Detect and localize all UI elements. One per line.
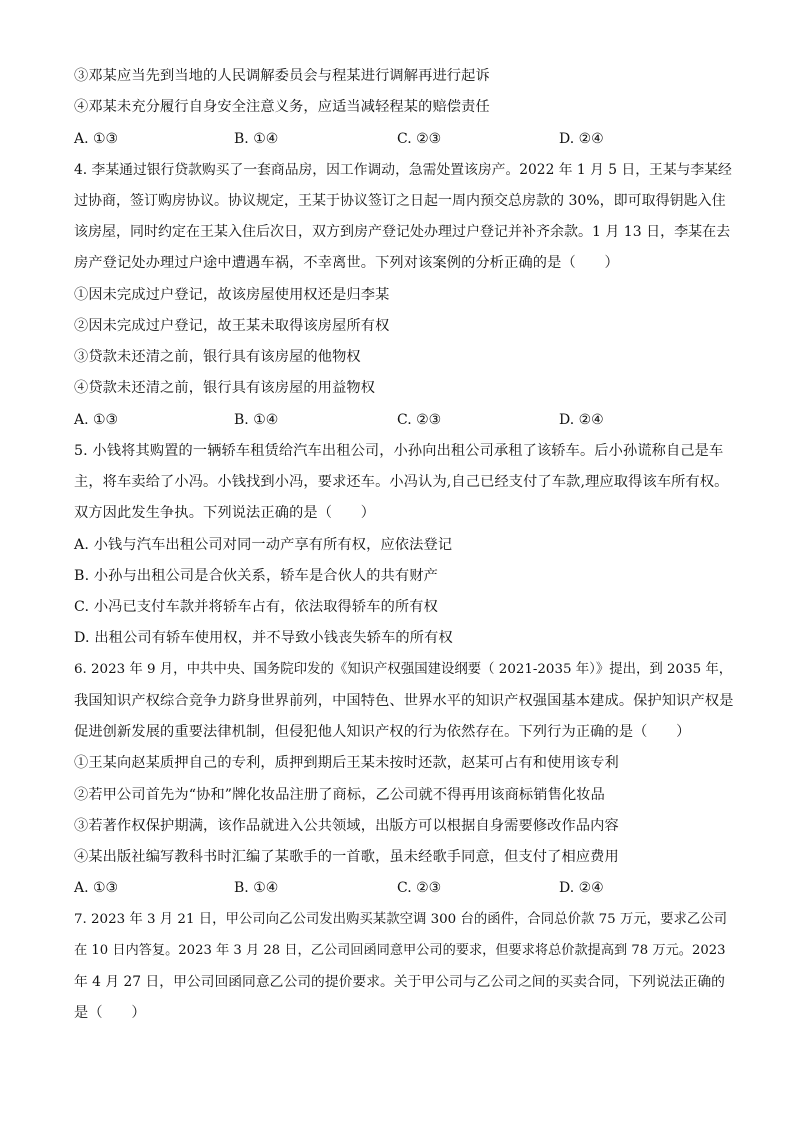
q6-item-1: ①王某向赵某质押自己的专利，质押到期后王某未按时还款，赵某可占有和使用该专利	[74, 755, 619, 771]
q6-stem-line-1: 6. 2023 年 9 月，中共中央、国务院印发的《知识产权强国建设纲要（ 2021-2035 年）》提出，到 2035 年，	[74, 662, 733, 677]
q6-item-3: ③若著作权保护期满，该作品就进入公共领域，出版方可以根据自身需要修改作品内容	[74, 818, 619, 834]
q6-option-d: D. ②④	[559, 880, 604, 896]
q6-option-b: B. ①④	[234, 880, 279, 896]
q5-stem-line-2: 主，将车卖给了小冯。小钱找到小冯，要求还车。小冯认为,自己已经支付了车款,理应取得该车所有权。	[74, 474, 729, 490]
q4-stem-line-4: 房产登记处办理过户途中遭遇车祸，不幸离世。下列对该案例的分析正确的是（ ）	[74, 255, 619, 271]
q3-option-b: B. ①④	[234, 131, 279, 147]
q4-item-4: ④贷款未还清之前，银行具有该房屋的用益物权	[74, 380, 376, 396]
q5-stem-line-1: 5. 小钱将其购置的一辆轿车租赁给汽车出租公司，小孙向出租公司承租了该轿车。后小孙谎称自己是车	[74, 443, 724, 459]
q6-stem-line-2: 我国知识产权综合竞争力跻身世界前列，中国特色、世界水平的知识产权强国基本建成。保护知识产权是	[74, 693, 734, 709]
q7-stem-line-2: 在 10 日内答复。2023 年 3 月 28 日，乙公司回函同意甲公司的要求，但要求将总价款提高到 78 万元。2023	[74, 943, 726, 958]
q4-item-1: ①因未完成过户登记，故该房屋使用权还是归李某	[74, 287, 390, 303]
q4-stem-line-1: 4. 李某通过银行贷款购买了一套商品房，因工作调动，急需处置该房产。2022 年 1 月 5 日，王某与李某经	[74, 162, 732, 178]
q6-option-c: C. ②③	[397, 880, 442, 896]
q4-option-b: B. ①④	[234, 412, 279, 428]
q5-choice-d: D. 出租公司有轿车使用权，并不导致小钱丧失轿车的所有权	[74, 630, 453, 646]
q4-item-2: ②因未完成过户登记，故王某未取得该房屋所有权	[74, 318, 390, 334]
q4-option-d: D. ②④	[559, 412, 604, 428]
q6-stem-line-3: 促进创新发展的重要法律机制，但侵犯他人知识产权的行为依然存在。下列行为正确的是（ ）	[74, 724, 691, 740]
q3-item-4: ④邓某未充分履行自身安全注意义务，应适当减轻程某的赔偿责任	[74, 99, 490, 115]
q4-option-c: C. ②③	[397, 412, 442, 428]
q7-stem-line-3: 年 4 月 27 日，甲公司回函同意乙公司的提价要求。关于甲公司与乙公司之间的买卖合同，下列说法正确的	[74, 974, 725, 990]
q6-option-a: A. ①③	[74, 880, 119, 896]
q7-stem-line-1: 7. 2023 年 3 月 21 日，甲公司向乙公司发出购买某款空调 300 台的函件，合同总价款 75 万元，要求乙公司	[74, 912, 728, 927]
q3-options	[74, 129, 734, 149]
q6-options	[74, 878, 734, 898]
q5-stem-line-3: 双方因此发生争执。下列说法正确的是（ ）	[74, 505, 376, 521]
q7-stem-line-4: 是（ ）	[74, 1005, 146, 1021]
q4-option-a: A. ①③	[74, 412, 119, 428]
q6-item-4: ④某出版社编写教科书时汇编了某歌手的一首歌，虽未经歌手同意，但支付了相应费用	[74, 849, 619, 865]
q3-option-a: A. ①③	[74, 131, 119, 147]
q4-options	[74, 410, 734, 430]
q4-item-3: ③贷款未还清之前，银行具有该房屋的他物权	[74, 349, 361, 365]
q5-choice-c: C. 小冯已支付车款并将轿车占有，依法取得轿车的所有权	[74, 599, 438, 615]
q4-stem-line-3: 该房屋，同时约定在王某入住后次日，双方到房产登记处办理过户登记并补齐余款。1 月 13 日，李某在去	[74, 224, 731, 240]
q3-option-d: D. ②④	[559, 131, 604, 147]
q3-item-3: ③邓某应当先到当地的人民调解委员会与程某进行调解再进行起诉	[74, 68, 490, 84]
q3-option-c: C. ②③	[397, 131, 442, 147]
q5-choice-a: A. 小钱与汽车出租公司对同一动产享有所有权，应依法登记	[74, 537, 453, 553]
q5-choice-b: B. 小孙与出租公司是合伙关系，轿车是合伙人的共有财产	[74, 568, 438, 584]
q4-stem-line-2: 过协商，签订购房协议。协议规定，王某于协议签订之日起一周内预交总房款的 30%，即可取得钥匙入住	[74, 193, 726, 209]
q6-item-2: ②若甲公司首先为“协和”牌化妆品注册了商标，乙公司就不得再用该商标销售化妆品	[74, 787, 605, 803]
